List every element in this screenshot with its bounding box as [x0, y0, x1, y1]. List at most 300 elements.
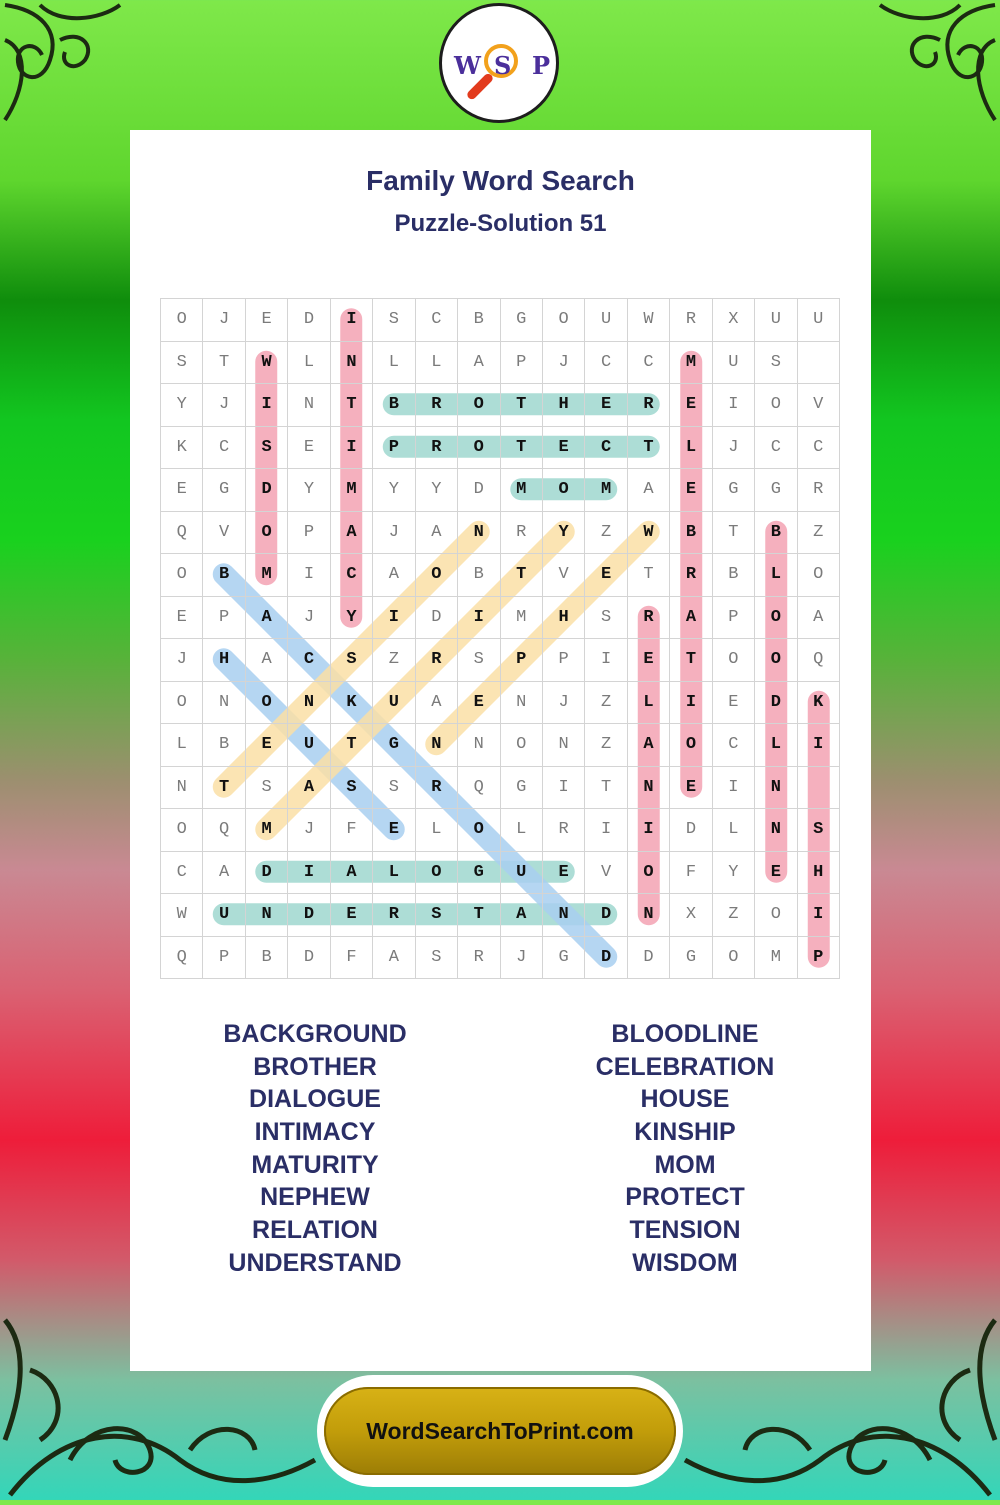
grid-cell[interactable]: P — [712, 596, 754, 639]
grid-cell[interactable]: E — [245, 724, 287, 767]
grid-cell[interactable]: O — [627, 851, 669, 894]
grid-cell[interactable]: K — [161, 426, 203, 469]
grid-cell[interactable]: D — [415, 596, 457, 639]
grid-cell[interactable]: R — [627, 384, 669, 427]
grid-row — [161, 426, 840, 469]
grid-cell[interactable]: B — [245, 936, 287, 979]
grid-cell[interactable]: P — [500, 639, 542, 682]
grid-cell[interactable]: Q — [797, 639, 839, 682]
grid-cell[interactable]: E — [627, 639, 669, 682]
grid-cell[interactable]: I — [288, 851, 330, 894]
grid-cell[interactable]: S — [245, 766, 287, 809]
grid-cell[interactable]: L — [161, 724, 203, 767]
site-banner[interactable] — [317, 1375, 683, 1487]
grid-cell[interactable]: D — [458, 469, 500, 512]
grid-cell[interactable]: X — [712, 299, 754, 342]
grid-cell[interactable]: M — [245, 809, 287, 852]
grid-cell[interactable]: P — [500, 341, 542, 384]
grid-cell[interactable]: N — [627, 766, 669, 809]
grid-cell[interactable]: E — [288, 426, 330, 469]
grid-cell[interactable]: L — [755, 554, 797, 597]
grid-cell[interactable]: P — [542, 639, 584, 682]
grid-cell[interactable]: I — [458, 596, 500, 639]
grid-cell[interactable]: L — [627, 681, 669, 724]
grid-cell[interactable]: C — [755, 426, 797, 469]
grid-cell[interactable]: Q — [161, 511, 203, 554]
grid-cell[interactable]: I — [797, 724, 839, 767]
word-list-left — [130, 1018, 500, 1280]
grid-cell[interactable]: O — [245, 511, 287, 554]
grid-cell[interactable]: T — [330, 384, 372, 427]
word-list-item: BROTHER — [253, 1052, 377, 1081]
grid-cell[interactable]: S — [245, 426, 287, 469]
grid-cell[interactable]: N — [755, 766, 797, 809]
grid-cell[interactable]: T — [500, 426, 542, 469]
grid-cell[interactable]: R — [415, 426, 457, 469]
grid-cell[interactable]: O — [415, 851, 457, 894]
grid-cell[interactable]: S — [330, 639, 372, 682]
grid-cell[interactable]: P — [288, 511, 330, 554]
grid-cell[interactable]: U — [585, 299, 627, 342]
grid-cell[interactable]: N — [500, 681, 542, 724]
grid-cell[interactable]: N — [161, 766, 203, 809]
grid-cell[interactable]: E — [670, 469, 712, 512]
grid-cell[interactable]: O — [161, 299, 203, 342]
grid-cell[interactable]: C — [161, 851, 203, 894]
grid-cell[interactable]: C — [627, 341, 669, 384]
grid-cell[interactable]: G — [203, 469, 245, 512]
grid-cell[interactable]: D — [670, 809, 712, 852]
grid-cell[interactable]: I — [585, 639, 627, 682]
wsp-logo[interactable] — [439, 3, 559, 123]
grid-cell[interactable]: S — [161, 341, 203, 384]
grid-cell[interactable]: N — [458, 724, 500, 767]
grid-cell[interactable]: I — [712, 766, 754, 809]
grid-cell[interactable]: E — [712, 681, 754, 724]
word-list-item: DIALOGUE — [249, 1085, 381, 1114]
grid-cell[interactable]: R — [458, 936, 500, 979]
grid-row — [161, 554, 840, 597]
grid-cell[interactable]: J — [203, 384, 245, 427]
grid-cell[interactable]: N — [458, 511, 500, 554]
grid-cell[interactable]: D — [288, 894, 330, 937]
word-list-item: BACKGROUND — [223, 1020, 407, 1048]
grid-cell[interactable]: A — [245, 639, 287, 682]
site-link[interactable]: WordSearchToPrint.com — [324, 1387, 676, 1475]
word-list-item: RELATION — [252, 1216, 378, 1245]
grid-cell[interactable]: G — [542, 936, 584, 979]
grid-cell[interactable]: O — [670, 724, 712, 767]
word-list-item: NEPHEW — [260, 1183, 370, 1212]
grid-cell[interactable]: J — [288, 809, 330, 852]
grid-cell[interactable]: A — [203, 851, 245, 894]
grid-row — [161, 639, 840, 682]
word-list-item: MOM — [654, 1150, 716, 1179]
grid-cell[interactable]: J — [373, 511, 415, 554]
grid-cell[interactable]: G — [670, 936, 712, 979]
grid-cell[interactable]: K — [797, 681, 839, 724]
grid-cell[interactable]: E — [585, 384, 627, 427]
grid-cell[interactable]: R — [670, 299, 712, 342]
grid-cell[interactable]: O — [542, 469, 584, 512]
grid-cell[interactable]: V — [797, 384, 839, 427]
grid-cell[interactable]: S — [415, 894, 457, 937]
grid-cell[interactable]: M — [670, 341, 712, 384]
grid-cell[interactable]: G — [500, 766, 542, 809]
grid-cell[interactable]: T — [203, 341, 245, 384]
word-list-right — [500, 1018, 870, 1280]
grid-cell[interactable]: N — [755, 809, 797, 852]
grid-cell[interactable]: N — [288, 681, 330, 724]
grid-cell[interactable]: E — [245, 299, 287, 342]
grid-cell[interactable] — [797, 341, 839, 384]
grid-cell[interactable]: X — [670, 894, 712, 937]
grid-cell[interactable]: R — [627, 596, 669, 639]
grid-cell[interactable]: I — [245, 384, 287, 427]
grid-cell[interactable]: J — [712, 426, 754, 469]
grid-cell[interactable]: O — [458, 384, 500, 427]
grid-cell[interactable]: U — [288, 724, 330, 767]
grid-cell[interactable]: I — [627, 809, 669, 852]
grid-cell[interactable]: N — [542, 894, 584, 937]
page-subtitle: Puzzle-Solution 51 — [394, 210, 607, 237]
grid-cell[interactable]: T — [330, 724, 372, 767]
grid-cell[interactable]: E — [161, 596, 203, 639]
grid-cell[interactable]: Y — [288, 469, 330, 512]
grid-cell[interactable]: O — [161, 681, 203, 724]
grid-cell[interactable]: R — [542, 809, 584, 852]
grid-cell[interactable]: J — [542, 681, 584, 724]
word-list-item: CELEBRATION — [595, 1052, 775, 1081]
grid-cell[interactable]: A — [373, 936, 415, 979]
grid-cell[interactable]: O — [755, 639, 797, 682]
grid-row — [161, 936, 840, 979]
grid-cell[interactable]: H — [203, 639, 245, 682]
grid-cell[interactable]: D — [245, 469, 287, 512]
grid-row — [161, 469, 840, 512]
grid-cell[interactable]: T — [712, 511, 754, 554]
grid-cell[interactable]: S — [458, 639, 500, 682]
grid-cell[interactable]: V — [542, 554, 584, 597]
grid-cell[interactable]: A — [288, 766, 330, 809]
grid-cell[interactable]: G — [500, 299, 542, 342]
grid-cell[interactable] — [797, 766, 839, 809]
grid-cell[interactable]: B — [203, 554, 245, 597]
word-list-item: WISDOM — [632, 1248, 738, 1277]
grid-cell[interactable]: Y — [542, 511, 584, 554]
grid-cell[interactable]: O — [542, 299, 584, 342]
grid-cell[interactable]: W — [161, 894, 203, 937]
grid-cell[interactable]: N — [627, 894, 669, 937]
grid-cell[interactable]: R — [415, 384, 457, 427]
grid-cell[interactable]: J — [500, 936, 542, 979]
grid-cell[interactable]: R — [797, 469, 839, 512]
word-list-item: TENSION — [629, 1216, 741, 1245]
grid-cell[interactable]: K — [330, 681, 372, 724]
grid-cell[interactable]: O — [161, 809, 203, 852]
grid-cell[interactable]: D — [245, 851, 287, 894]
grid-cell[interactable]: C — [797, 426, 839, 469]
grid-cell[interactable]: B — [755, 511, 797, 554]
grid-cell[interactable]: I — [670, 681, 712, 724]
grid-cell[interactable]: I — [542, 766, 584, 809]
grid-cell[interactable]: Z — [585, 511, 627, 554]
grid-cell[interactable]: P — [797, 936, 839, 979]
grid-cell[interactable]: A — [415, 681, 457, 724]
grid-cell[interactable]: H — [797, 851, 839, 894]
grid-cell[interactable]: L — [415, 809, 457, 852]
grid-row — [161, 299, 840, 342]
grid-cell[interactable]: E — [373, 809, 415, 852]
grid-cell[interactable]: O — [458, 426, 500, 469]
word-list-item: MATURITY — [251, 1150, 379, 1179]
grid-cell[interactable]: G — [458, 851, 500, 894]
grid-cell[interactable]: O — [755, 384, 797, 427]
word-list-item: BLOODLINE — [611, 1020, 759, 1048]
grid-cell[interactable]: Z — [585, 681, 627, 724]
grid-cell[interactable]: Z — [712, 894, 754, 937]
grid-cell[interactable]: V — [203, 511, 245, 554]
grid-cell[interactable]: B — [712, 554, 754, 597]
grid-cell[interactable]: Y — [330, 596, 372, 639]
logo-letter-w: W — [454, 51, 481, 80]
grid-cell[interactable]: P — [203, 936, 245, 979]
grid-cell[interactable]: B — [458, 554, 500, 597]
grid-cell[interactable]: T — [500, 384, 542, 427]
grid-cell[interactable]: R — [415, 766, 457, 809]
grid-cell[interactable]: S — [585, 596, 627, 639]
grid-cell[interactable]: D — [288, 299, 330, 342]
grid-cell[interactable]: A — [330, 851, 372, 894]
grid-cell[interactable]: Z — [373, 639, 415, 682]
grid-cell[interactable]: L — [373, 851, 415, 894]
grid-cell[interactable]: O — [712, 936, 754, 979]
grid-cell[interactable]: U — [712, 341, 754, 384]
grid-cell[interactable]: N — [542, 724, 584, 767]
grid-cell[interactable]: A — [670, 596, 712, 639]
grid-cell[interactable]: L — [373, 341, 415, 384]
grid-cell[interactable]: M — [330, 469, 372, 512]
grid-cell[interactable]: L — [500, 809, 542, 852]
grid-cell[interactable]: D — [288, 936, 330, 979]
grid-cell[interactable]: D — [627, 936, 669, 979]
grid-cell[interactable]: V — [585, 851, 627, 894]
grid-cell[interactable]: N — [330, 341, 372, 384]
grid-cell[interactable]: M — [245, 554, 287, 597]
grid-cell[interactable]: E — [330, 894, 372, 937]
grid-cell[interactable]: U — [797, 299, 839, 342]
grid-cell[interactable]: C — [288, 639, 330, 682]
grid-cell[interactable]: O — [161, 554, 203, 597]
grid-cell[interactable]: E — [670, 766, 712, 809]
word-list-item: UNDERSTAND — [228, 1248, 402, 1277]
grid-cell[interactable]: Y — [712, 851, 754, 894]
grid-cell[interactable]: M — [585, 469, 627, 512]
grid-cell[interactable]: I — [288, 554, 330, 597]
grid-cell[interactable]: I — [330, 299, 372, 342]
grid-cell[interactable]: E — [670, 384, 712, 427]
grid-cell[interactable]: A — [500, 894, 542, 937]
word-list-item: HOUSE — [640, 1085, 730, 1114]
grid-cell[interactable]: I — [712, 384, 754, 427]
grid-cell[interactable]: E — [585, 554, 627, 597]
grid-cell[interactable]: M — [755, 936, 797, 979]
grid-cell[interactable]: T — [585, 766, 627, 809]
grid-row — [161, 341, 840, 384]
grid-cell[interactable]: O — [712, 639, 754, 682]
grid-cell[interactable]: I — [585, 809, 627, 852]
grid-cell[interactable]: N — [288, 384, 330, 427]
letter-table — [160, 298, 840, 979]
grid-cell[interactable]: S — [415, 936, 457, 979]
grid-row — [161, 596, 840, 639]
grid-cell[interactable]: W — [627, 511, 669, 554]
grid-cell[interactable]: O — [797, 554, 839, 597]
grid-row — [161, 851, 840, 894]
grid-cell[interactable]: F — [670, 851, 712, 894]
grid-cell[interactable]: A — [373, 554, 415, 597]
grid-cell[interactable]: J — [288, 596, 330, 639]
grid-cell[interactable]: B — [670, 511, 712, 554]
grid-cell[interactable]: N — [415, 724, 457, 767]
grid-cell[interactable]: C — [415, 299, 457, 342]
grid-cell[interactable]: J — [542, 341, 584, 384]
grid-cell[interactable]: P — [203, 596, 245, 639]
grid-cell[interactable]: O — [500, 724, 542, 767]
grid-cell[interactable]: C — [203, 426, 245, 469]
grid-cell[interactable]: W — [245, 341, 287, 384]
grid-cell[interactable]: M — [500, 596, 542, 639]
grid-cell[interactable]: F — [330, 936, 372, 979]
grid-cell[interactable]: L — [712, 809, 754, 852]
puzzle-panel — [130, 130, 871, 1371]
grid-cell[interactable]: T — [500, 554, 542, 597]
grid-cell[interactable]: L — [288, 341, 330, 384]
grid-cell[interactable]: N — [203, 681, 245, 724]
grid-cell[interactable]: S — [755, 341, 797, 384]
grid-cell[interactable]: Y — [373, 469, 415, 512]
grid-cell[interactable]: W — [627, 299, 669, 342]
grid-cell[interactable]: D — [755, 681, 797, 724]
grid-cell[interactable]: I — [373, 596, 415, 639]
grid-cell[interactable]: A — [458, 341, 500, 384]
grid-cell[interactable]: E — [542, 851, 584, 894]
grid-cell[interactable]: O — [755, 596, 797, 639]
grid-cell[interactable]: J — [203, 299, 245, 342]
grid-cell[interactable]: P — [373, 426, 415, 469]
grid-cell[interactable]: O — [245, 681, 287, 724]
grid-cell[interactable]: A — [797, 596, 839, 639]
page-title: Family Word Search — [366, 165, 635, 196]
grid-cell[interactable]: Q — [161, 936, 203, 979]
grid-cell[interactable]: A — [330, 511, 372, 554]
grid-cell[interactable]: A — [415, 511, 457, 554]
grid-cell[interactable]: Y — [161, 384, 203, 427]
logo-letter-p: P — [532, 51, 551, 80]
grid-cell[interactable]: R — [415, 639, 457, 682]
grid-cell[interactable]: A — [245, 596, 287, 639]
grid-cell[interactable]: L — [755, 724, 797, 767]
grid-cell[interactable]: M — [500, 469, 542, 512]
grid-cell[interactable]: B — [373, 384, 415, 427]
grid-cell[interactable]: L — [415, 341, 457, 384]
grid-cell[interactable]: Z — [797, 511, 839, 554]
grid-cell[interactable]: Y — [415, 469, 457, 512]
grid-cell[interactable]: R — [670, 554, 712, 597]
grid-cell[interactable]: S — [373, 299, 415, 342]
grid-cell[interactable]: H — [542, 596, 584, 639]
grid-cell[interactable]: N — [245, 894, 287, 937]
grid-cell[interactable]: Z — [585, 724, 627, 767]
grid-row — [161, 384, 840, 427]
grid-cell[interactable]: O — [458, 809, 500, 852]
grid-cell[interactable]: E — [458, 681, 500, 724]
grid-cell[interactable]: U — [203, 894, 245, 937]
grid-cell[interactable]: I — [797, 894, 839, 937]
word-list-item: PROTECT — [625, 1183, 745, 1212]
grid-row — [161, 724, 840, 767]
grid-cell[interactable]: C — [330, 554, 372, 597]
grid-cell[interactable]: H — [542, 384, 584, 427]
grid-cell[interactable]: Q — [458, 766, 500, 809]
grid-row — [161, 894, 840, 937]
grid-cell[interactable]: T — [627, 426, 669, 469]
grid-cell[interactable]: R — [373, 894, 415, 937]
grid-cell[interactable]: R — [500, 511, 542, 554]
grid-cell[interactable]: G — [373, 724, 415, 767]
grid-cell[interactable]: D — [585, 894, 627, 937]
grid-cell[interactable]: J — [161, 639, 203, 682]
grid-cell[interactable]: S — [373, 766, 415, 809]
grid-cell[interactable]: T — [458, 894, 500, 937]
grid-cell[interactable]: U — [373, 681, 415, 724]
grid-cell[interactable]: U — [755, 299, 797, 342]
grid-cell[interactable]: E — [161, 469, 203, 512]
grid-cell[interactable]: T — [670, 639, 712, 682]
grid-row — [161, 766, 840, 809]
grid-cell[interactable]: G — [755, 469, 797, 512]
grid-cell[interactable]: O — [755, 894, 797, 937]
grid-cell[interactable]: E — [755, 851, 797, 894]
grid-cell[interactable]: S — [797, 809, 839, 852]
grid-cell[interactable]: B — [203, 724, 245, 767]
grid-cell[interactable]: Q — [203, 809, 245, 852]
grid-cell[interactable]: U — [500, 851, 542, 894]
grid-cell[interactable]: O — [415, 554, 457, 597]
grid-cell[interactable]: C — [585, 426, 627, 469]
word-list-item: INTIMACY — [254, 1118, 376, 1147]
grid-cell[interactable]: I — [330, 426, 372, 469]
grid-cell[interactable]: D — [585, 936, 627, 979]
grid-cell[interactable]: S — [330, 766, 372, 809]
corner-ornament-top-right — [850, 0, 1000, 150]
grid-cell[interactable]: A — [627, 469, 669, 512]
grid-cell[interactable]: T — [203, 766, 245, 809]
grid-cell[interactable]: F — [330, 809, 372, 852]
grid-cell[interactable]: T — [627, 554, 669, 597]
grid-cell[interactable]: C — [585, 341, 627, 384]
logo-letter-s: S — [494, 51, 512, 80]
grid-row — [161, 809, 840, 852]
grid-cell[interactable]: C — [712, 724, 754, 767]
grid-cell[interactable]: A — [627, 724, 669, 767]
grid-cell[interactable]: E — [542, 426, 584, 469]
grid-cell[interactable]: G — [712, 469, 754, 512]
grid-cell[interactable]: B — [458, 299, 500, 342]
word-list-item: KINSHIP — [634, 1118, 736, 1147]
grid-cell[interactable]: L — [670, 426, 712, 469]
grid-row — [161, 511, 840, 554]
